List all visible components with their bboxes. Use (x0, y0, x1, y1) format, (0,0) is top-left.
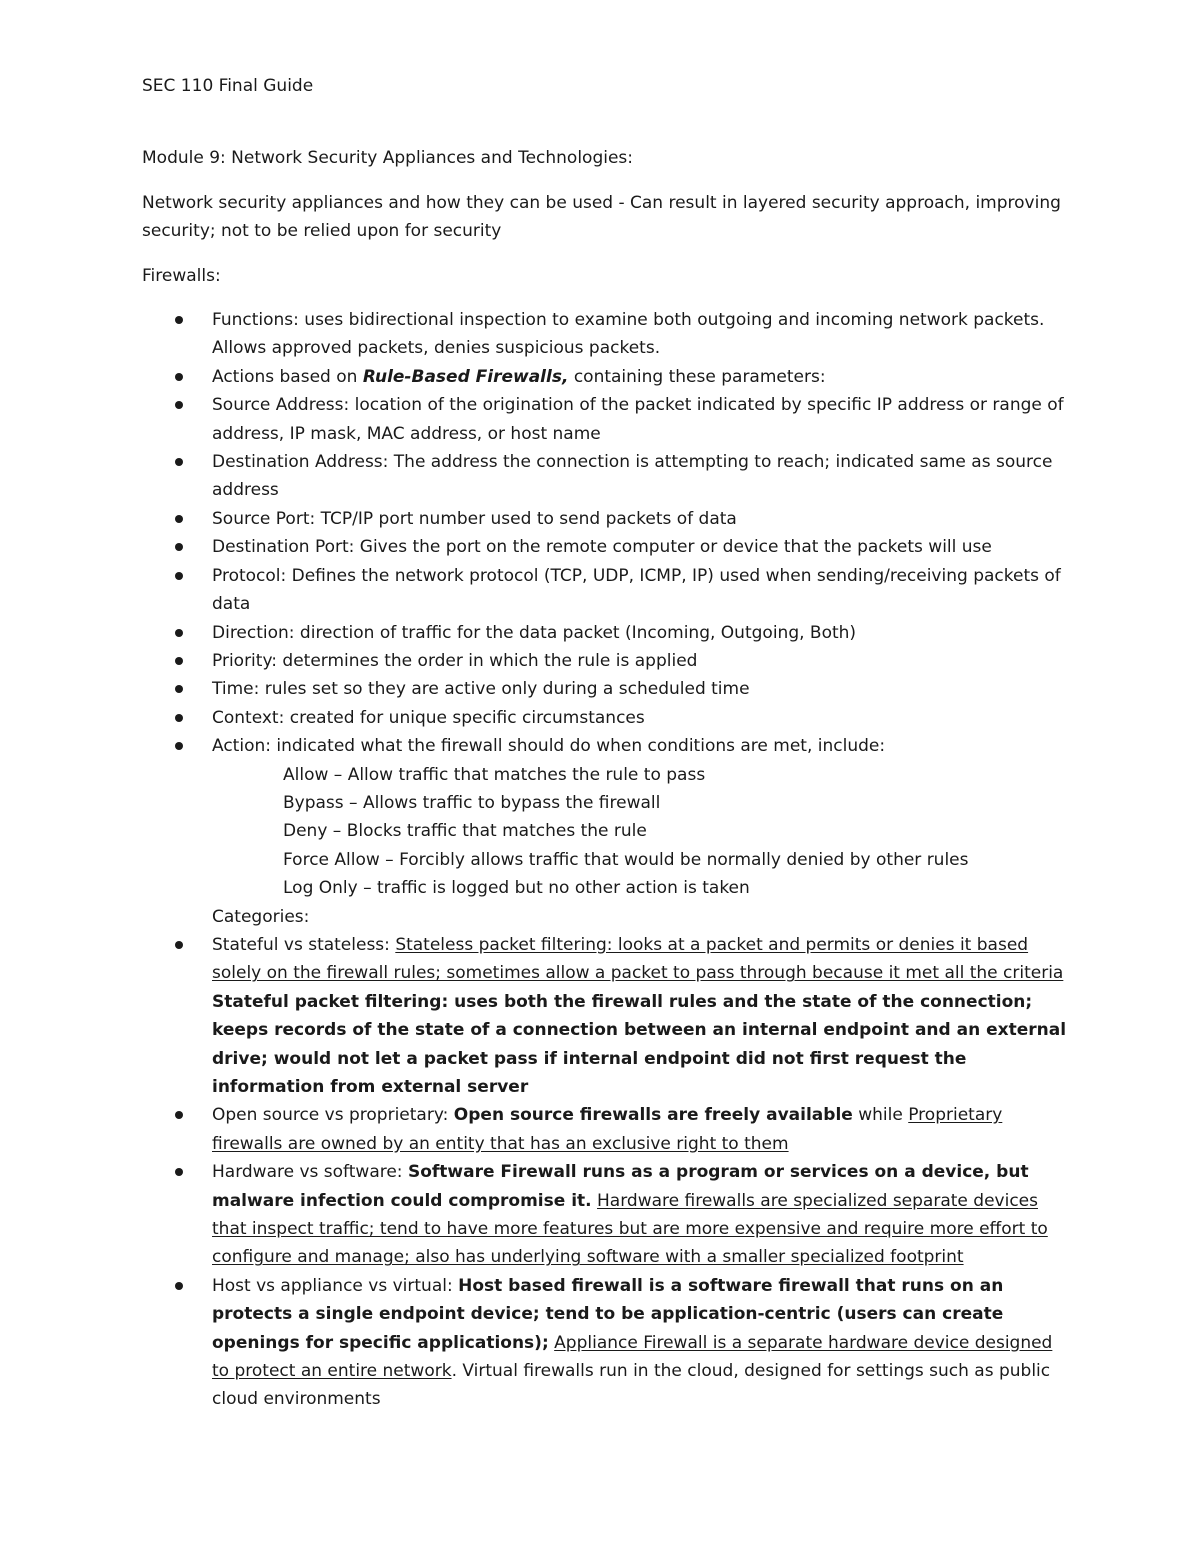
force-allow-option: Force Allow – Forcibly allows traffic that would be normally denied by other rules (283, 849, 969, 870)
list-item (142, 363, 1070, 391)
functions-text: Functions: uses bidirectional inspection to examine both outgoing and incoming network packets. Allows approved packets, denies suspicious packets. (212, 310, 1045, 359)
list-item (142, 533, 1070, 561)
open-source-connector: while (852, 1105, 909, 1126)
source-address-text: Source Address: location of the origination of the packet indicated by specific IP address or range of address, IP mask, MAC address, or host name (212, 395, 1064, 444)
list-item (142, 306, 1070, 363)
firewall-parameter-list (142, 306, 1070, 761)
destination-port-text: Destination Port: Gives the port on the remote computer or device that the packets will use (212, 537, 992, 558)
log-only-option: Log Only – traffic is logged but no other action is taken (283, 878, 750, 899)
list-item (142, 675, 1070, 703)
document-title: SEC 110 Final Guide (142, 76, 314, 96)
list-item (142, 505, 1070, 533)
hardware-firewall-description: Hardware firewalls are specialized separate devices that inspect traffic; tend to have more features but are more expensive and require more effort to configure and manage; also has underlying software with a smaller specialized footprint (212, 1190, 1048, 1268)
list-item (142, 1101, 1070, 1158)
virtual-firewall-description: . Virtual firewalls run in the cloud, designed for settings such as public cloud environments (212, 1361, 1051, 1410)
firewalls-label: Firewalls: (142, 265, 221, 286)
stateless-description: Stateless packet filtering: looks at a packet and permits or denies it based solely on the firewall rules; sometimes allow a packet to pass through because it met all the criteria (212, 934, 1064, 984)
module-heading: Module 9: Network Security Appliances and Technologies: (142, 148, 633, 169)
list-item (142, 647, 1070, 675)
actions-prefix: Actions based on (212, 366, 363, 387)
context-text: Context: created for unique specific circumstances (212, 707, 645, 728)
actions-suffix: containing these parameters: (568, 366, 826, 387)
list-item (142, 931, 1070, 1101)
categories-label: Categories: (212, 906, 310, 927)
destination-address-text: Destination Address: The address the connection is attempting to reach; indicated same as source address (212, 452, 1053, 501)
bypass-option: Bypass – Allows traffic to bypass the firewall (283, 792, 661, 813)
proprietary-description: Proprietary firewalls are owned by an entity that has an exclusive right to them (212, 1105, 1003, 1154)
rule-based-firewalls-emphasis: Rule-Based Firewalls, (362, 366, 569, 387)
hardware-label: Hardware vs software: (212, 1162, 408, 1183)
list-item (142, 704, 1070, 732)
host-firewall-description: Host based firewall is a software firewall that runs on an protects a single endpoint device; tend to be application-centric (users can create openings for specific applications); (212, 1275, 1004, 1353)
list-item (142, 619, 1070, 647)
list-item (142, 732, 1070, 760)
appliance-firewall-description: Appliance Firewall is a separate hardware device designed to protect an entire network (212, 1332, 1053, 1382)
allow-option: Allow – Allow traffic that matches the rule to pass (283, 764, 706, 785)
open-source-description: Open source firewalls are freely available (453, 1105, 853, 1126)
list-item (142, 562, 1070, 619)
list-item (142, 391, 1070, 448)
action-options (142, 761, 1070, 903)
list-item (142, 448, 1070, 505)
deny-option: Deny – Blocks traffic that matches the rule (283, 821, 647, 842)
source-port-text: Source Port: TCP/IP port number used to send packets of data (212, 508, 737, 529)
host-label: Host vs appliance vs virtual: (212, 1275, 459, 1296)
protocol-text: Protocol: Defines the network protocol (TCP, UDP, ICMP, IP) used when sending/receiving packets of data (212, 565, 1061, 615)
direction-text: Direction: direction of traffic for the data packet (Incoming, Outgoing, Both) (212, 622, 857, 643)
stateful-description: Stateful packet filtering: uses both the firewall rules and the state of the connection; keeps records of the state of a connection between an internal endpoint and an external drive; would not let a packet pass if internal endpoint did not first request the information from external server (212, 991, 1067, 1097)
stateful-label: Stateful vs stateless: (212, 934, 396, 955)
priority-text: Priority: determines the order in which the rule is applied (212, 650, 698, 671)
action-text: Action: indicated what the firewall should do when conditions are met, include: (212, 736, 886, 757)
open-source-label: Open source vs proprietary: (212, 1105, 454, 1126)
intro-paragraph: Network security appliances and how they can be used - Can result in layered security approach, improving security; not to be relied upon for security (142, 192, 1061, 242)
firewall-categories-list (142, 931, 1070, 1414)
list-item (142, 1272, 1070, 1414)
time-text: Time: rules set so they are active only during a scheduled time (212, 679, 750, 700)
list-item (142, 1158, 1070, 1272)
software-firewall-description: Software Firewall runs as a program or services on a device, but malware infection could compromise it. (212, 1162, 1029, 1211)
